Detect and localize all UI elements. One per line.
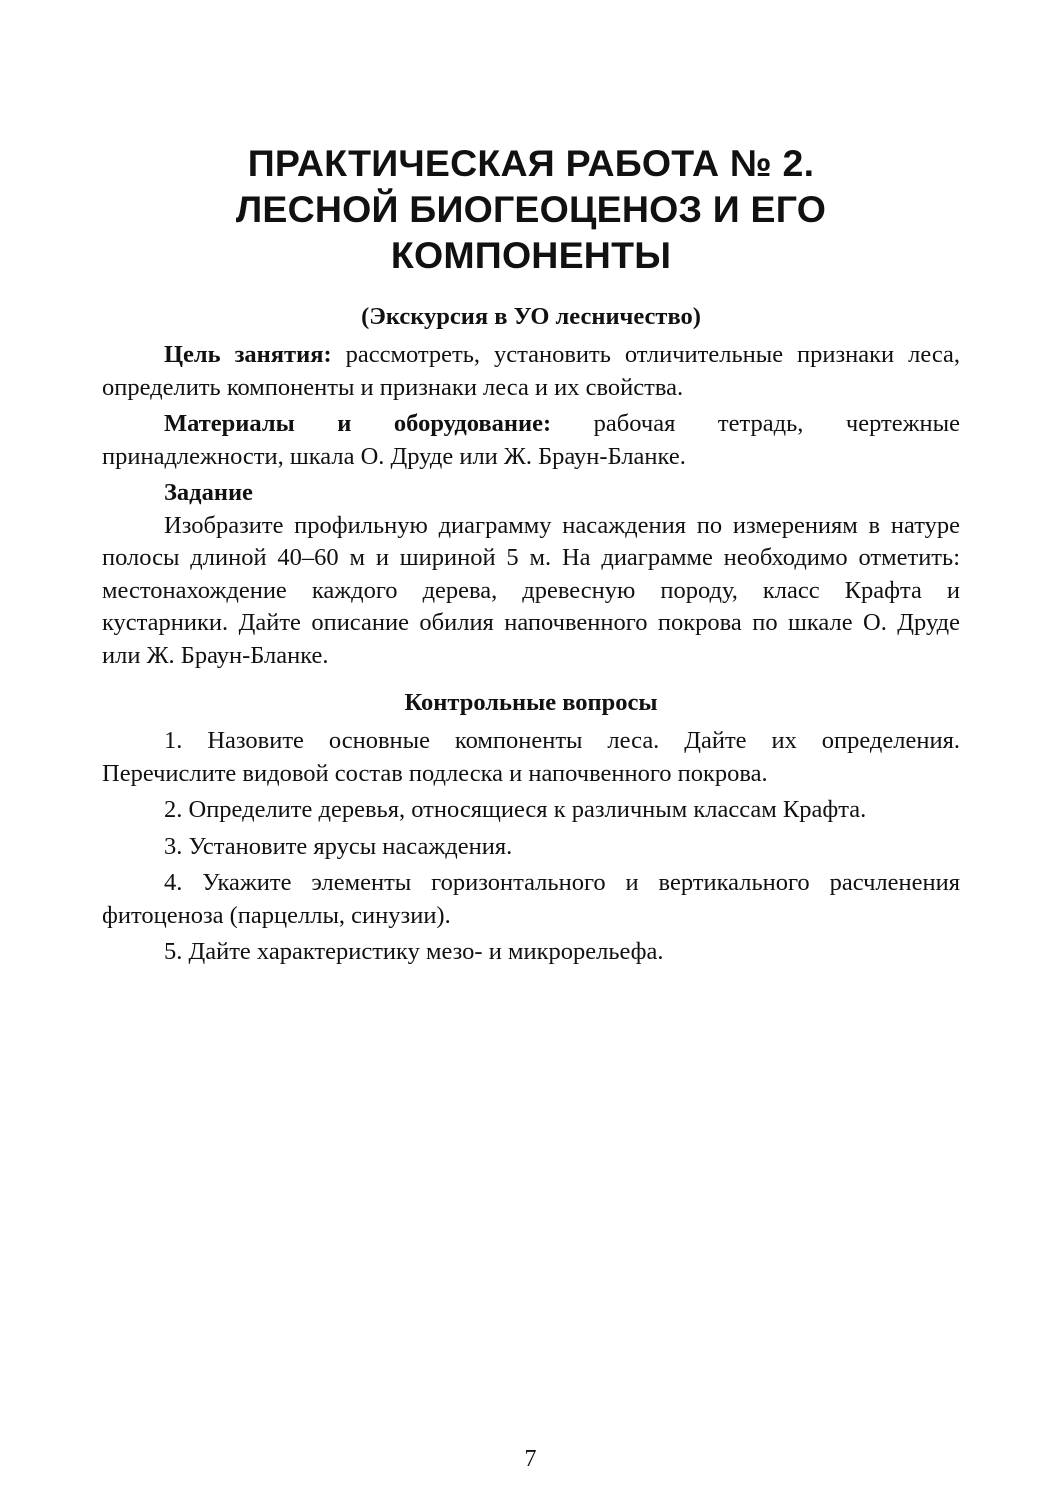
questions-heading: Контрольные вопросы — [404, 689, 658, 716]
page-content — [102, 140, 960, 973]
task-paragraph: Изобразите профильную диаграмму насаждения по измерениям в натуре полосы длиной 40–60 м и шириной 5 м. На диаграмме необходимо отметить: местонахождение каждого дерева, древесную породу, класс Крафта и кустарники. Дайте описание обилия напочвенного покрова по шкале О. Друде или Ж. Браун-Бланке. — [102, 511, 960, 669]
question-item-2: 2. Определите деревья, относящиеся к различным классам Крафта. — [164, 796, 867, 823]
materials-paragraph — [102, 408, 960, 473]
question-item-3: 3. Установите ярусы насаждения. — [164, 832, 513, 860]
question-item-1: 1. Назовите основные компоненты леса. Дайте их определения. Перечислите видовой состав подлеска и напочвенного покрова. — [102, 727, 960, 787]
question-item-4: 4. Укажите элементы горизонтального и вертикального расчленения фитоценоза (парцеллы, синузии). — [102, 869, 960, 929]
materials-text: рабочая тетрадь, чертежные принадлежности, шкала О. Друде или Ж. Браун-Бланке. — [102, 410, 960, 470]
question-item-5: 5. Дайте характеристику мезо- и микрорельефа. — [164, 938, 664, 965]
title-line-2: ЛЕСНОЙ БИОГЕОЦЕНОЗ И ЕГО КОМПОНЕНТЫ — [235, 188, 827, 276]
task-heading: Задание — [164, 479, 253, 506]
goal-text: рассмотреть, установить отличительные признаки леса, определить компоненты и признаки леса и их свойства. — [102, 341, 960, 401]
questions-list — [102, 725, 960, 969]
page-title — [102, 140, 960, 278]
goal-paragraph — [102, 339, 960, 404]
page-number: 7 — [524, 1446, 537, 1472]
page-subtitle: (Экскурсия в УО лесничество) — [361, 303, 701, 330]
title-line-1: ПРАКТИЧЕСКАЯ РАБОТА № 2. — [247, 142, 815, 184]
goal-label: Цель занятия: — [164, 341, 332, 368]
materials-label: Материалы и оборудование: — [164, 410, 552, 437]
